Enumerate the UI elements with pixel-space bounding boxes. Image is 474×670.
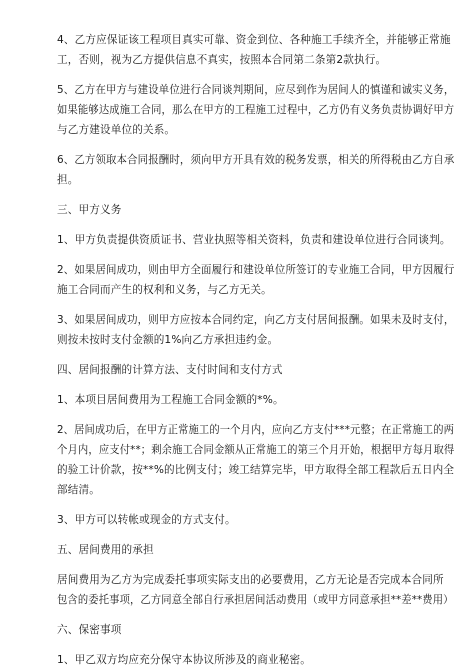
clause-4-1-line-1: 1、本项目居间费用为工程施工合同金额的*%。 [57,394,284,406]
clause-4-2-line-4: 部结清。 [57,484,100,496]
clause-3-3-line-2: 则按未按时支付金额的1%向乙方承担违约金。 [57,334,279,346]
clause-2-5-line-3: 与乙方建设单位的关系。 [57,124,176,136]
clause-3-2-line-2: 施工合同而产生的权利和义务，与乙方无关。 [57,284,272,296]
clause-4-2-line-3: 的验工计价款，按**%的比例支付；竣工结算完毕，甲方取得全部工程款后五日内全 [57,464,455,476]
clause-2-5-line-1: 5、乙方在甲方与建设单位进行合同谈判期间，应尽到作为居间人的慎谨和诚实义务， [57,84,455,96]
clause-2-4-line-1: 4、乙方应保证该工程项目真实可靠、资金到位、各种施工手续齐全，并能够正常施 [57,34,451,46]
clause-2-6-line-2: 担。 [57,174,79,186]
clause-2-5-line-2: 如果能够达成施工合同，那么在甲方的工程施工过程中，乙方仍有义务负责协调好甲方 [57,104,455,116]
clause-3-2-line-1: 2、如果居间成功，则由甲方全面履行和建设单位所签订的专业施工合同，甲方因履行 [57,264,455,276]
clause-4-3-line-1: 3、甲方可以转帐或现金的方式支付。 [57,514,236,526]
section-3-heading: 三、甲方义务 [57,204,122,216]
section-5-heading: 五、居间费用的承担 [57,544,154,556]
clause-2-4-line-2: 工，否则，视为乙方提供信息不真实，按照本合同第二条第2款执行。 [57,54,387,66]
clause-6-1-line-1: 1、甲乙双方均应充分保守本协议所涉及的商业秘密。 [57,654,311,666]
section-6-heading: 六、保密事项 [57,624,122,636]
clause-4-2-line-2: 个月内，应支付**；剩余施工合同金额从正常施工的第三个月开始，根据甲方每月取得 [57,444,455,456]
clause-2-6-line-1: 6、乙方领取本合同报酬时，须向甲方开具有效的税务发票，相关的所得税由乙方自承 [57,154,455,166]
section-5-body-line-1: 居间费用为乙方为完成委托事项实际支出的必要费用，乙方无论是否完成本合同所 [57,574,444,586]
section-5-body-line-2: 包含的委托事项，乙方同意全部自行承担居间活动费用（或甲方同意承担**差**费用） [57,594,454,606]
section-4-heading: 四、居间报酬的计算方法、支付时间和支付方式 [57,364,283,376]
clause-4-2-line-1: 2、居间成功后，在甲方正常施工的一个月内，应向乙方支付***元整；在正常施工的两 [57,424,455,436]
clause-3-3-line-1: 3、如果居间成功，则甲方应按本合同约定，向乙方支付居间报酬。如果未及时支付， [57,314,455,326]
clause-3-1-line-1: 1、甲方负责提供资质证书、营业执照等相关资料，负责和建设单位进行合同谈判。 [57,234,451,246]
